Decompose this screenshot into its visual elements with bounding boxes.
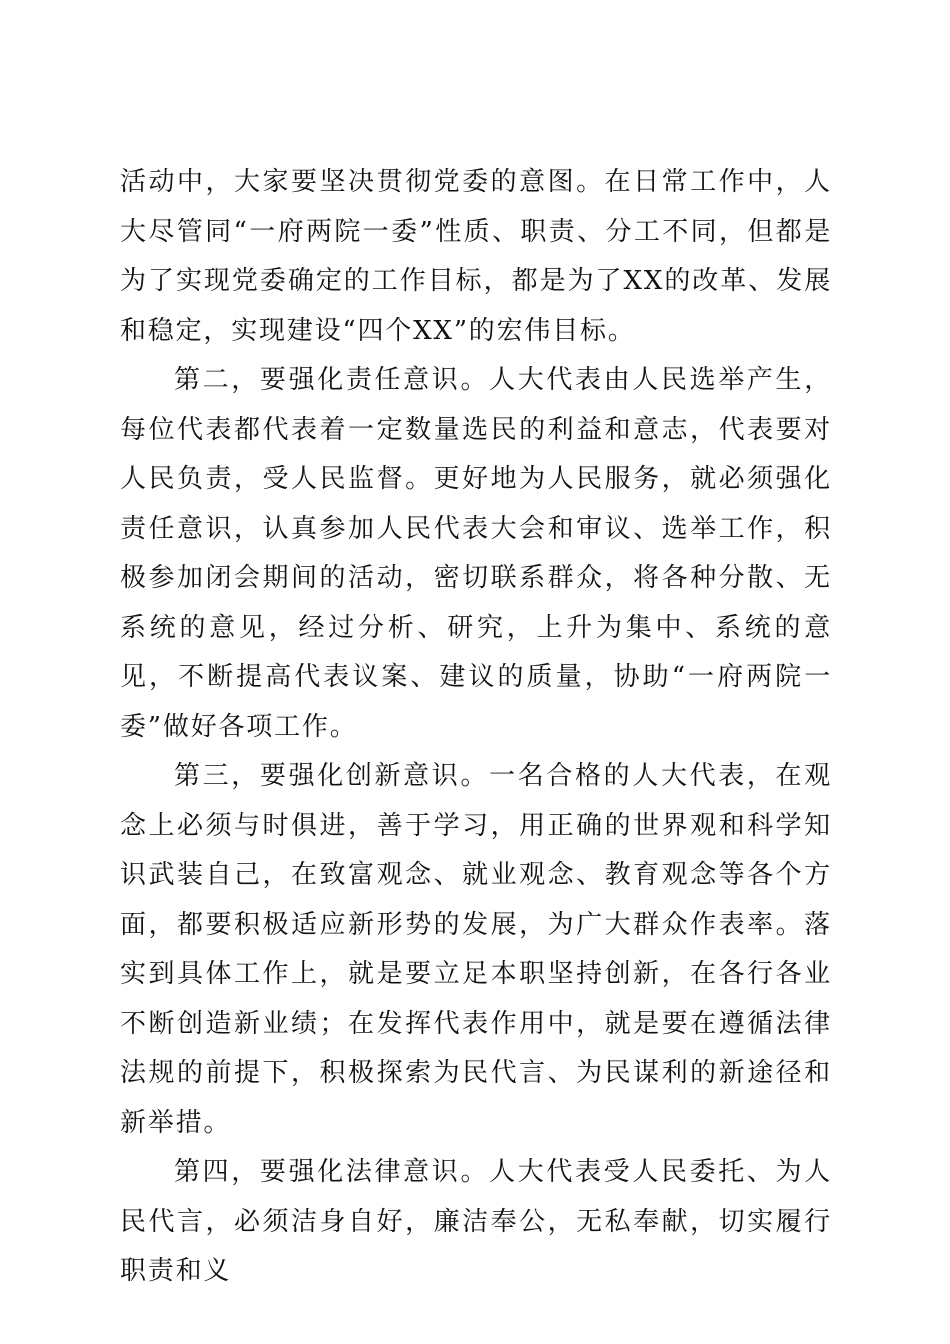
paragraph-innovation: 第三，要强化创新意识。一名合格的人大代表，在观念上必须与时俱进，善于学习，用正确的世界观和科学知识武装自己，在致富观念、就业观念、教育观念等各个方面，都要积极适应新形势的发展，为广大群众作表率。落实到具体工作上，就是要立足本职坚持创新，在各行各业不断创造新业绩；在发挥代表作用中，就是要在遵循法律法规的前提下，积极探索为民代言、为民谋利的新途径和新举措。 [120,761,832,1138]
paragraph-legal: 第四，要强化法律意识。人大代表受人民委托、为人民代言，必须洁身自好，廉洁奉公，无私奉献，切实履行职责和义 [120,1157,832,1286]
paragraph-responsibility: 第二，要强化责任意识。人大代表由人民选举产生，每位代表都代表着一定数量选民的利益和意志，代表要对人民负责，受人民监督。更好地为人民服务，就必须强化责任意识，认真参加人民代表大会和审议、选举工作，积极参加闭会期间的活动，密切联系群众，将各种分散、无系统的意见，经过分析、研究，上升为集中、系统的意见，不断提高代表议案、建议的质量，协助“一府两院一委”做好各项工作。 [120,365,832,742]
document-body [120,158,832,1297]
paragraph-continuation: 活动中，大家要坚决贯彻党委的意图。在日常工作中，人大尽管同“一府两院一委”性质、职责、分工不同，但都是为了实现党委确定的工作目标，都是为了XX的改革、发展和稳定，实现建设“四个XX”的宏伟目标。 [120,167,832,346]
